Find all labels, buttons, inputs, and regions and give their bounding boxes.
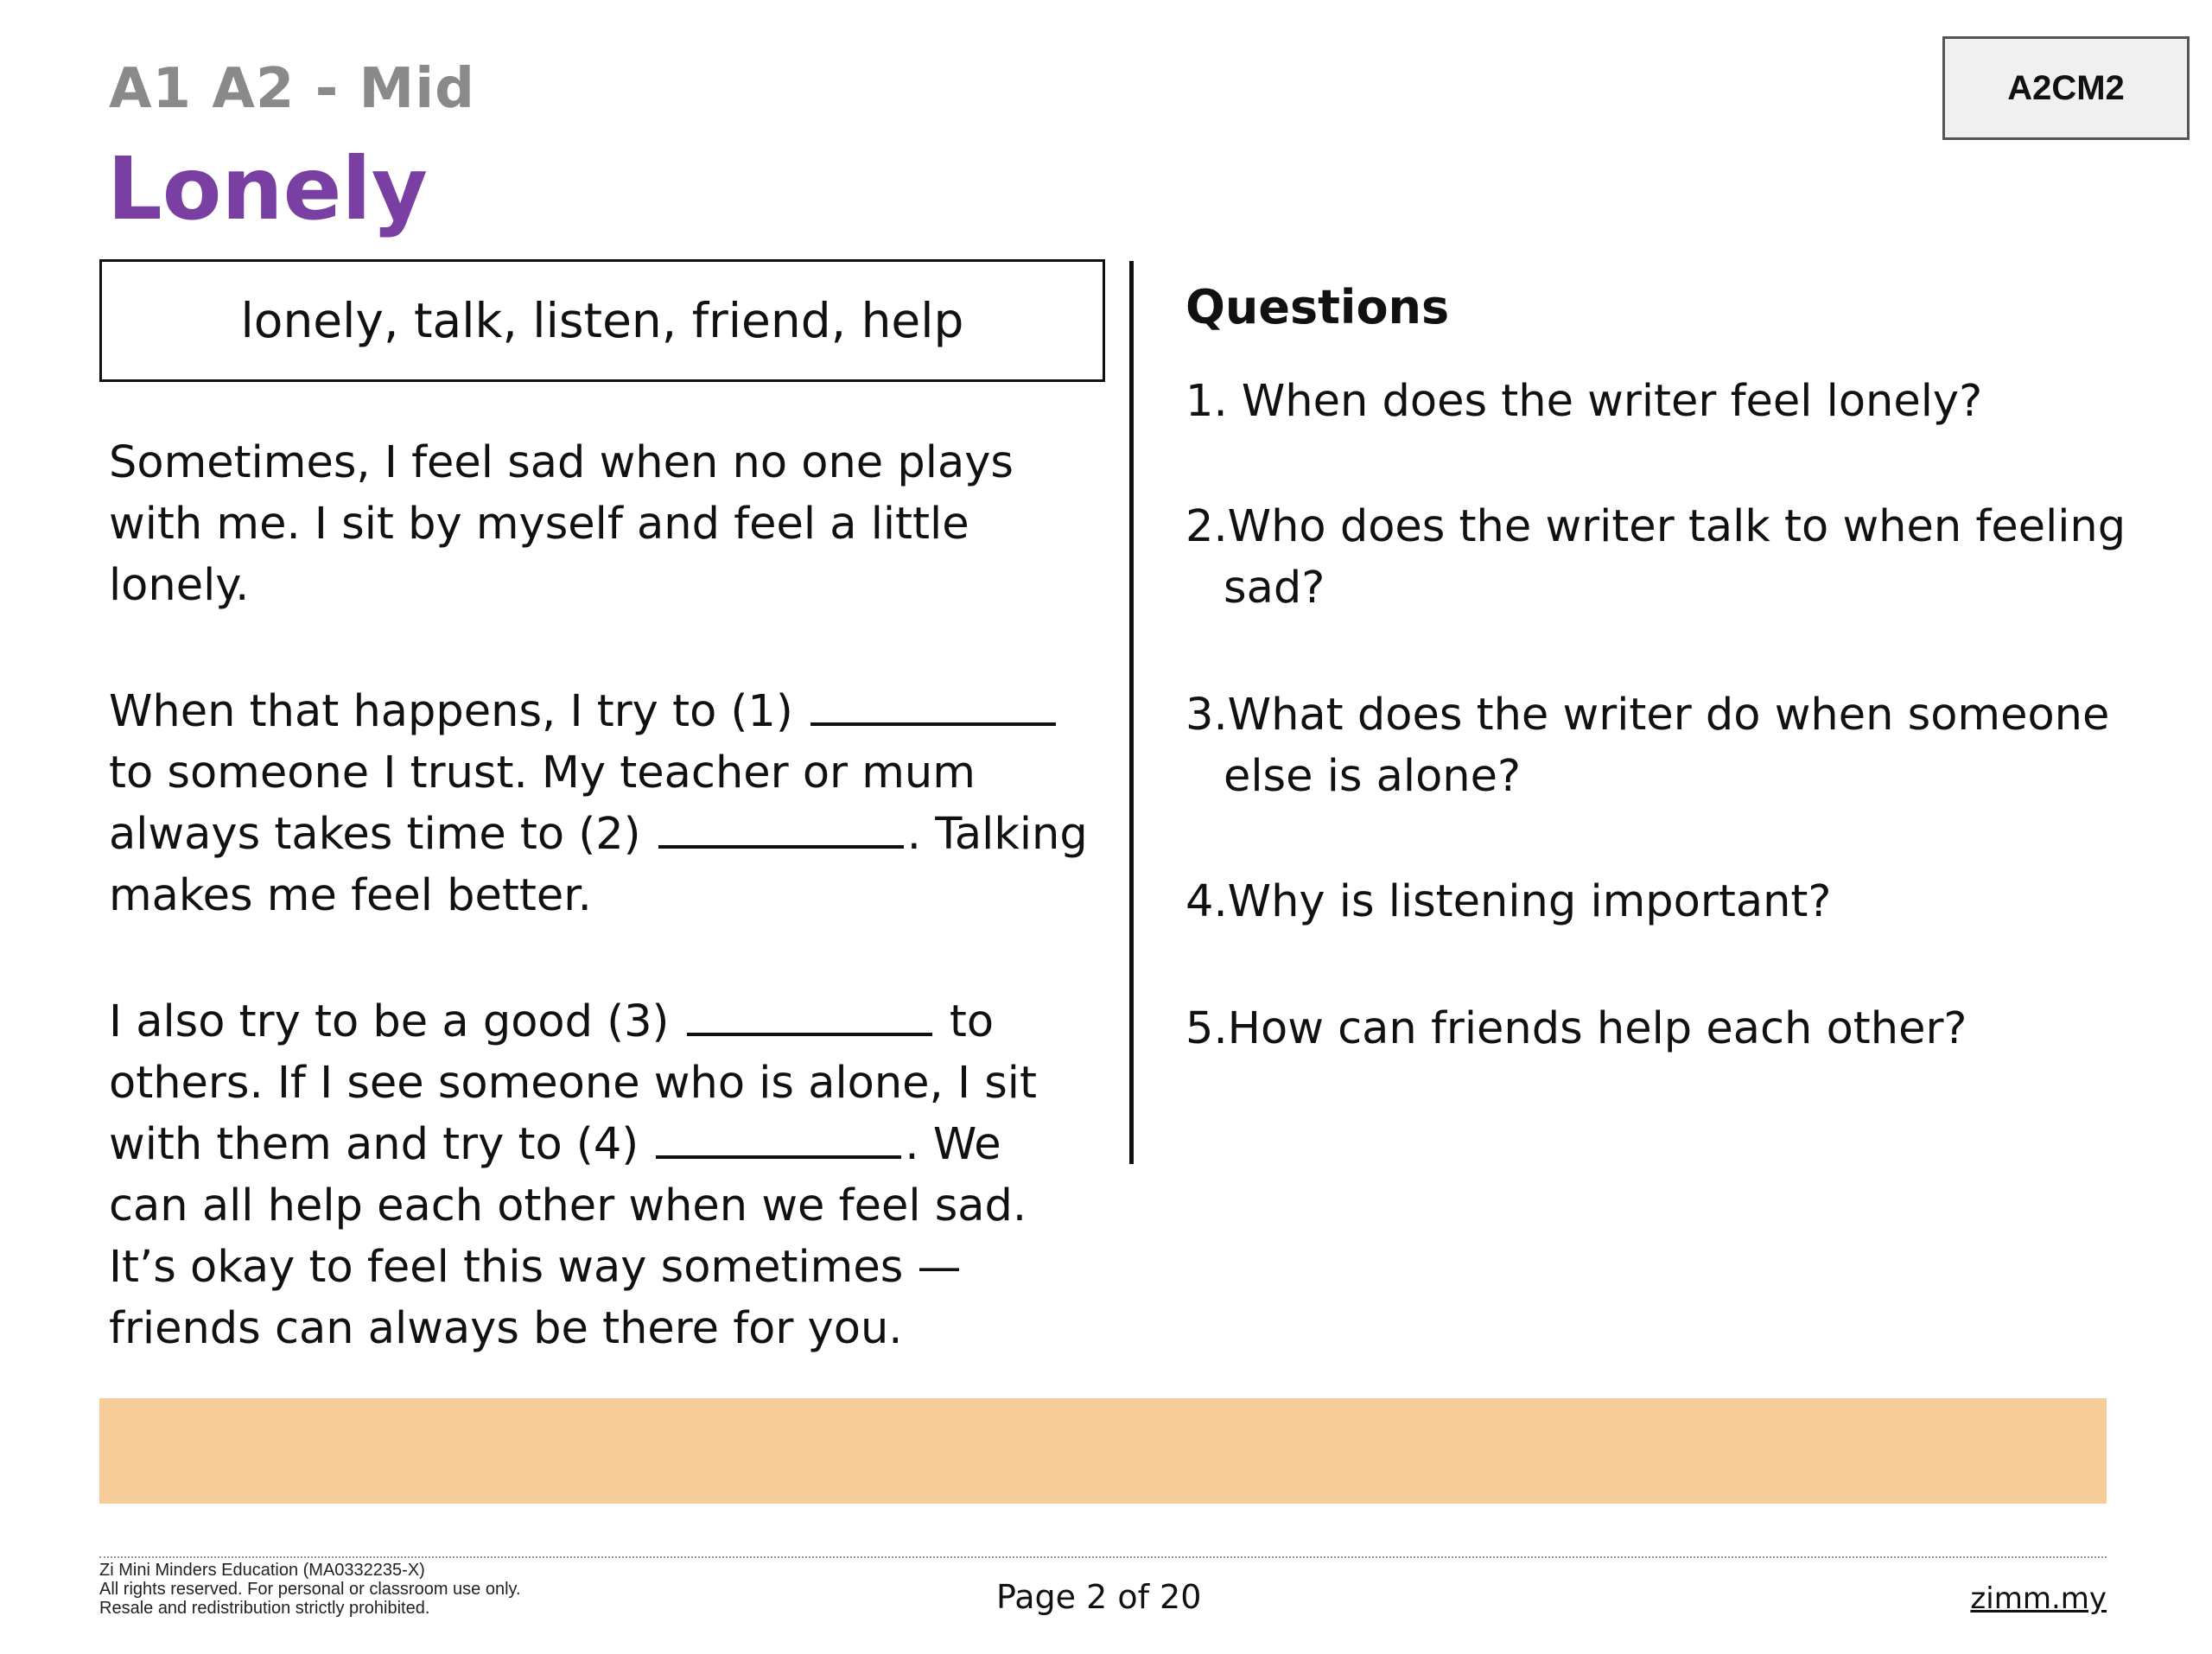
question-1: 1. When does the writer feel lonely? [1185, 376, 1983, 427]
answer-blank-2[interactable] [658, 807, 904, 849]
passage-paragraph-3 [109, 991, 1103, 1359]
passage-line [109, 1114, 1103, 1175]
worksheet-level: A1 A2 - Mid [109, 57, 475, 121]
passage-line [109, 804, 1103, 865]
passage-text: . Talking [906, 809, 1088, 860]
word-bank-box [99, 259, 1105, 382]
word-bank-text: lonely, talk, listen, friend, help [240, 293, 964, 348]
question-3 [1185, 684, 2179, 807]
footer-org-line: Zi Mini Minders Education (MA0332235-X) [99, 1561, 425, 1580]
passage-text: When that happens, I try to (1) [109, 686, 793, 737]
footer-divider [99, 1556, 2107, 1558]
footer-copyright [99, 1561, 521, 1618]
passage-line: It’s okay to feel this way sometimes — [109, 1242, 962, 1293]
footer-org-line: Resale and redistribution strictly prohibited. [99, 1599, 430, 1618]
page-number: Page 2 of 20 [996, 1578, 1202, 1616]
passage-text: . We [905, 1119, 1001, 1170]
question-text: 3.What does the writer do when someone [1185, 690, 2110, 741]
passage-line [109, 681, 1103, 742]
passage-text: to [949, 996, 995, 1047]
question-text: else is alone? [1224, 751, 1522, 802]
passage-line: to someone I trust. My teacher or mum [109, 747, 976, 798]
answer-blank-1[interactable] [810, 684, 1056, 726]
questions-heading: Questions [1185, 280, 1450, 334]
passage-text: with them and try to (4) [109, 1119, 639, 1170]
passage-paragraph-1 [109, 432, 1103, 616]
passage-line: Sometimes, I feel sad when no one plays [109, 437, 1014, 488]
passage-line: can all help each other when we feel sad. [109, 1180, 1027, 1231]
column-divider [1129, 261, 1134, 1164]
passage-line: friends can always be there for you. [109, 1303, 903, 1354]
question-text: sad? [1224, 563, 1325, 614]
passage-text: I also try to be a good (3) [109, 996, 670, 1047]
website-link[interactable]: zimm.my [1970, 1581, 2107, 1616]
questions-section [1185, 280, 2179, 1059]
passage-text: always takes time to (2) [109, 809, 641, 860]
passage-line [109, 991, 1103, 1053]
worksheet-code: A2CM2 [2007, 68, 2125, 107]
answer-band [99, 1398, 2107, 1504]
question-4: 4.Why is listening important? [1185, 876, 1832, 927]
reading-passage [109, 432, 1103, 1424]
passage-paragraph-2 [109, 681, 1103, 926]
question-2 [1185, 496, 2179, 619]
footer-org-line: All rights reserved. For personal or classroom use only. [99, 1580, 521, 1599]
passage-line: makes me feel better. [109, 870, 592, 921]
answer-blank-4[interactable] [656, 1117, 901, 1159]
answer-blank-3[interactable] [687, 995, 932, 1036]
passage-line: lonely. [109, 560, 250, 611]
worksheet-title: Lonely [107, 138, 428, 239]
passage-line: with me. I sit by myself and feel a little [109, 499, 969, 550]
worksheet-code-badge [1942, 36, 2190, 140]
passage-line: others. If I see someone who is alone, I sit [109, 1058, 1037, 1109]
question-5: 5.How can friends help each other? [1185, 1003, 1967, 1054]
question-text: 2.Who does the writer talk to when feeling [1185, 501, 2126, 552]
